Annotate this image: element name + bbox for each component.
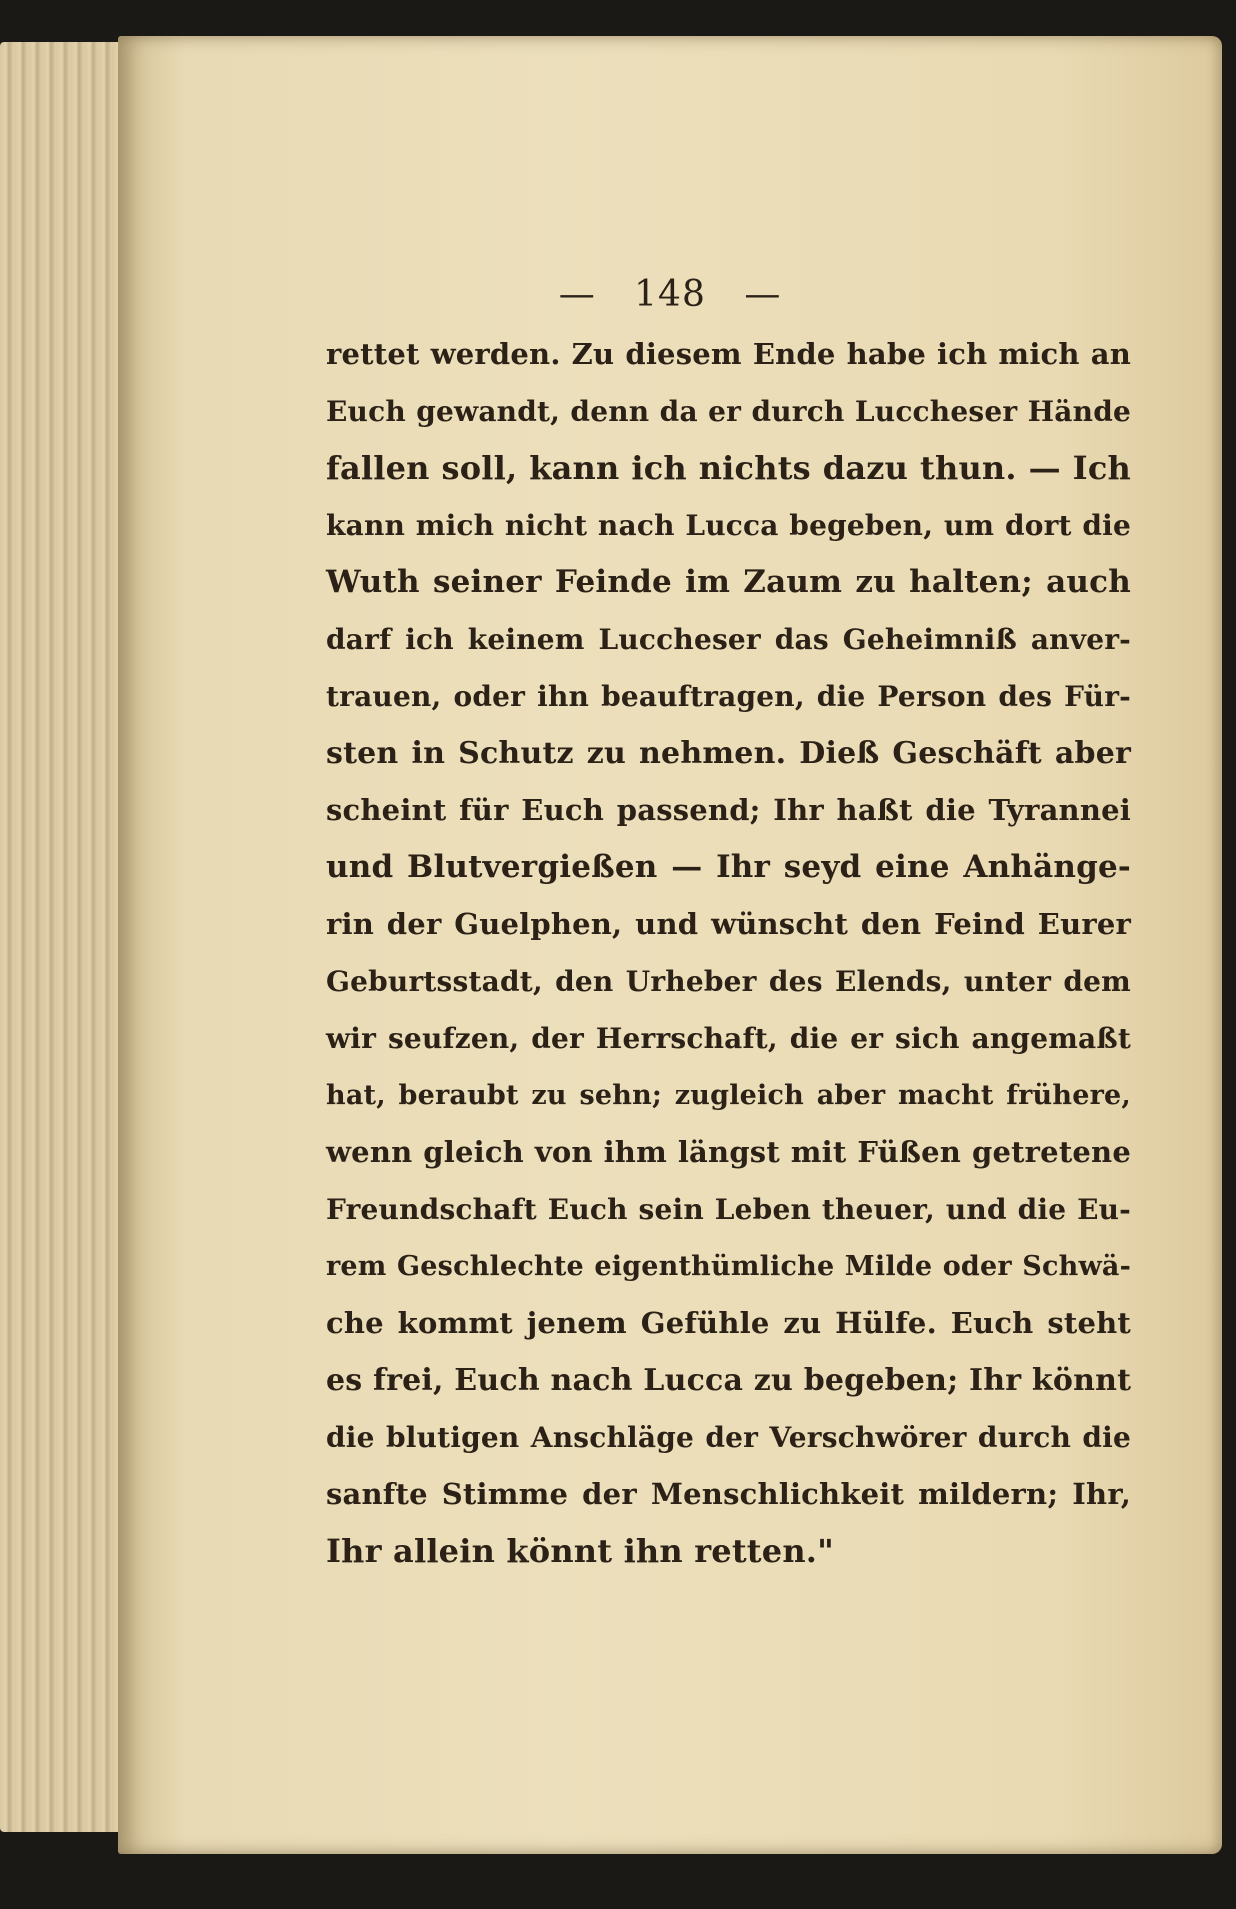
text-line: Freundschaft Euch sein Leben theuer, und die Eu- xyxy=(326,1193,1131,1226)
text-line: rin der Guelphen, und wünscht den Feind Eurer xyxy=(326,907,1131,941)
text-line: Wuth seiner Feinde im Zaum zu halten; auch xyxy=(326,564,1131,600)
text-body xyxy=(326,326,1131,1580)
text-line: sanfte Stimme der Menschlichkeit mildern; Ihr, xyxy=(326,1477,1131,1511)
text-line: darf ich keinem Luccheser das Geheimniß anver- xyxy=(326,623,1131,656)
header-dash-left: — xyxy=(558,274,596,315)
text-line: rettet werden. Zu diesem Ende habe ich mich an xyxy=(326,337,1131,371)
text-line-last: Ihr allein könnt ihn retten." xyxy=(326,1532,835,1570)
text-line: che kommt jenem Gefühle zu Hülfe. Euch steht xyxy=(326,1306,1131,1340)
text-line: hat, beraubt zu sehn; zugleich aber macht frühere, xyxy=(326,1080,1131,1111)
text-line: rem Geschlechte eigenthümliche Milde oder Schwä- xyxy=(326,1251,1131,1282)
text-line: trauen, oder ihn beauftragen, die Person des Für- xyxy=(326,680,1131,713)
text-line: es frei, Euch nach Lucca zu begeben; Ihr könnt xyxy=(326,1363,1132,1398)
text-line: wenn gleich von ihm längst mit Füßen getretene xyxy=(326,1135,1131,1169)
text-line: wir seufzen, der Herrschaft, die er sich angemaßt xyxy=(326,1022,1131,1055)
page-header xyxy=(118,274,1222,315)
text-line: fallen soll, kann ich nichts dazu thun. — Ich xyxy=(326,449,1131,487)
text-line: Euch gewandt, denn da er durch Luccheser Hände xyxy=(326,395,1131,428)
text-line: scheint für Euch passend; Ihr haßt die Tyrannei xyxy=(326,793,1131,827)
text-line: sten in Schutz zu nehmen. Dieß Geschäft aber xyxy=(326,736,1131,771)
text-line: und Blutvergießen — Ihr seyd eine Anhänge- xyxy=(326,849,1131,885)
text-line: die blutigen Anschläge der Verschwörer durch die xyxy=(326,1421,1131,1454)
text-line: Geburtsstadt, den Urheber des Elends, unter dem xyxy=(326,965,1131,998)
header-dash-right: — xyxy=(744,274,782,315)
page-number: 148 xyxy=(634,274,706,315)
text-line: kann mich nicht nach Lucca begeben, um dort die xyxy=(326,509,1131,542)
